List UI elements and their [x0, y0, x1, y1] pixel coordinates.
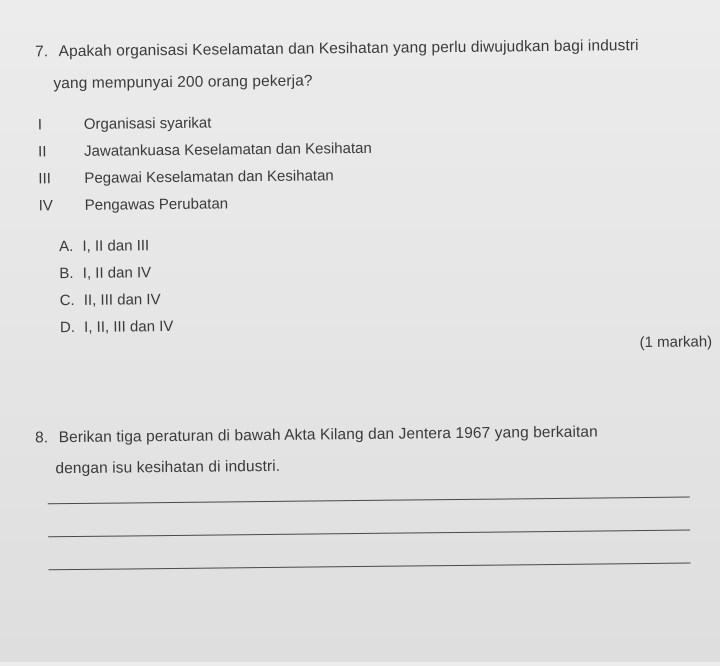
option-d-letter: D. [59, 318, 76, 337]
question-8-text-line1: Berikan tiga peraturan di bawah Akta Kilang dan Jentera 1967 yang berkaitan [58, 423, 598, 447]
option-b-letter: B. [59, 264, 74, 283]
answer-line-3[interactable] [48, 563, 690, 571]
option-a[interactable] [59, 237, 149, 255]
question-7-number: 7. [34, 43, 49, 61]
item-2-number: II [38, 143, 47, 161]
item-4-text: Pengawas Perubatan [84, 195, 229, 214]
option-c-text: II, III dan IV [83, 291, 161, 309]
option-d-text: I, II, III dan IV [84, 317, 174, 336]
option-c[interactable] [60, 291, 161, 309]
question-8-text-line2: dengan isu kesihatan di industri. [55, 457, 281, 478]
answer-line-2[interactable] [48, 530, 690, 538]
item-2-text: Jawatankuasa Keselamatan dan Kesihatan [84, 139, 372, 160]
question-8 [35, 424, 598, 448]
question-7 [35, 37, 639, 61]
marks-label: (1 markah) [639, 333, 713, 352]
answer-line-1[interactable] [48, 497, 690, 505]
item-1-number: I [37, 116, 43, 134]
option-b[interactable] [59, 264, 151, 282]
option-d[interactable] [60, 318, 174, 336]
option-c-letter: C. [59, 291, 75, 310]
item-4-number: IV [38, 197, 53, 215]
option-b-text: I, II dan IV [82, 264, 152, 282]
item-3-text: Pegawai Keselamatan dan Kesihatan [84, 167, 334, 187]
option-a-text: I, II dan III [82, 237, 150, 255]
option-a-letter: A. [59, 237, 74, 256]
question-7-text-line2: yang mempunyai 200 orang pekerja? [53, 72, 313, 93]
item-1-text: Organisasi syarikat [83, 114, 212, 133]
question-7-text-line1: Apakah organisasi Keselamatan dan Kesihatan yang perlu diwujudkan bagi industri [58, 37, 639, 61]
item-3-number: III [38, 170, 51, 188]
question-8-number: 8. [35, 429, 49, 447]
